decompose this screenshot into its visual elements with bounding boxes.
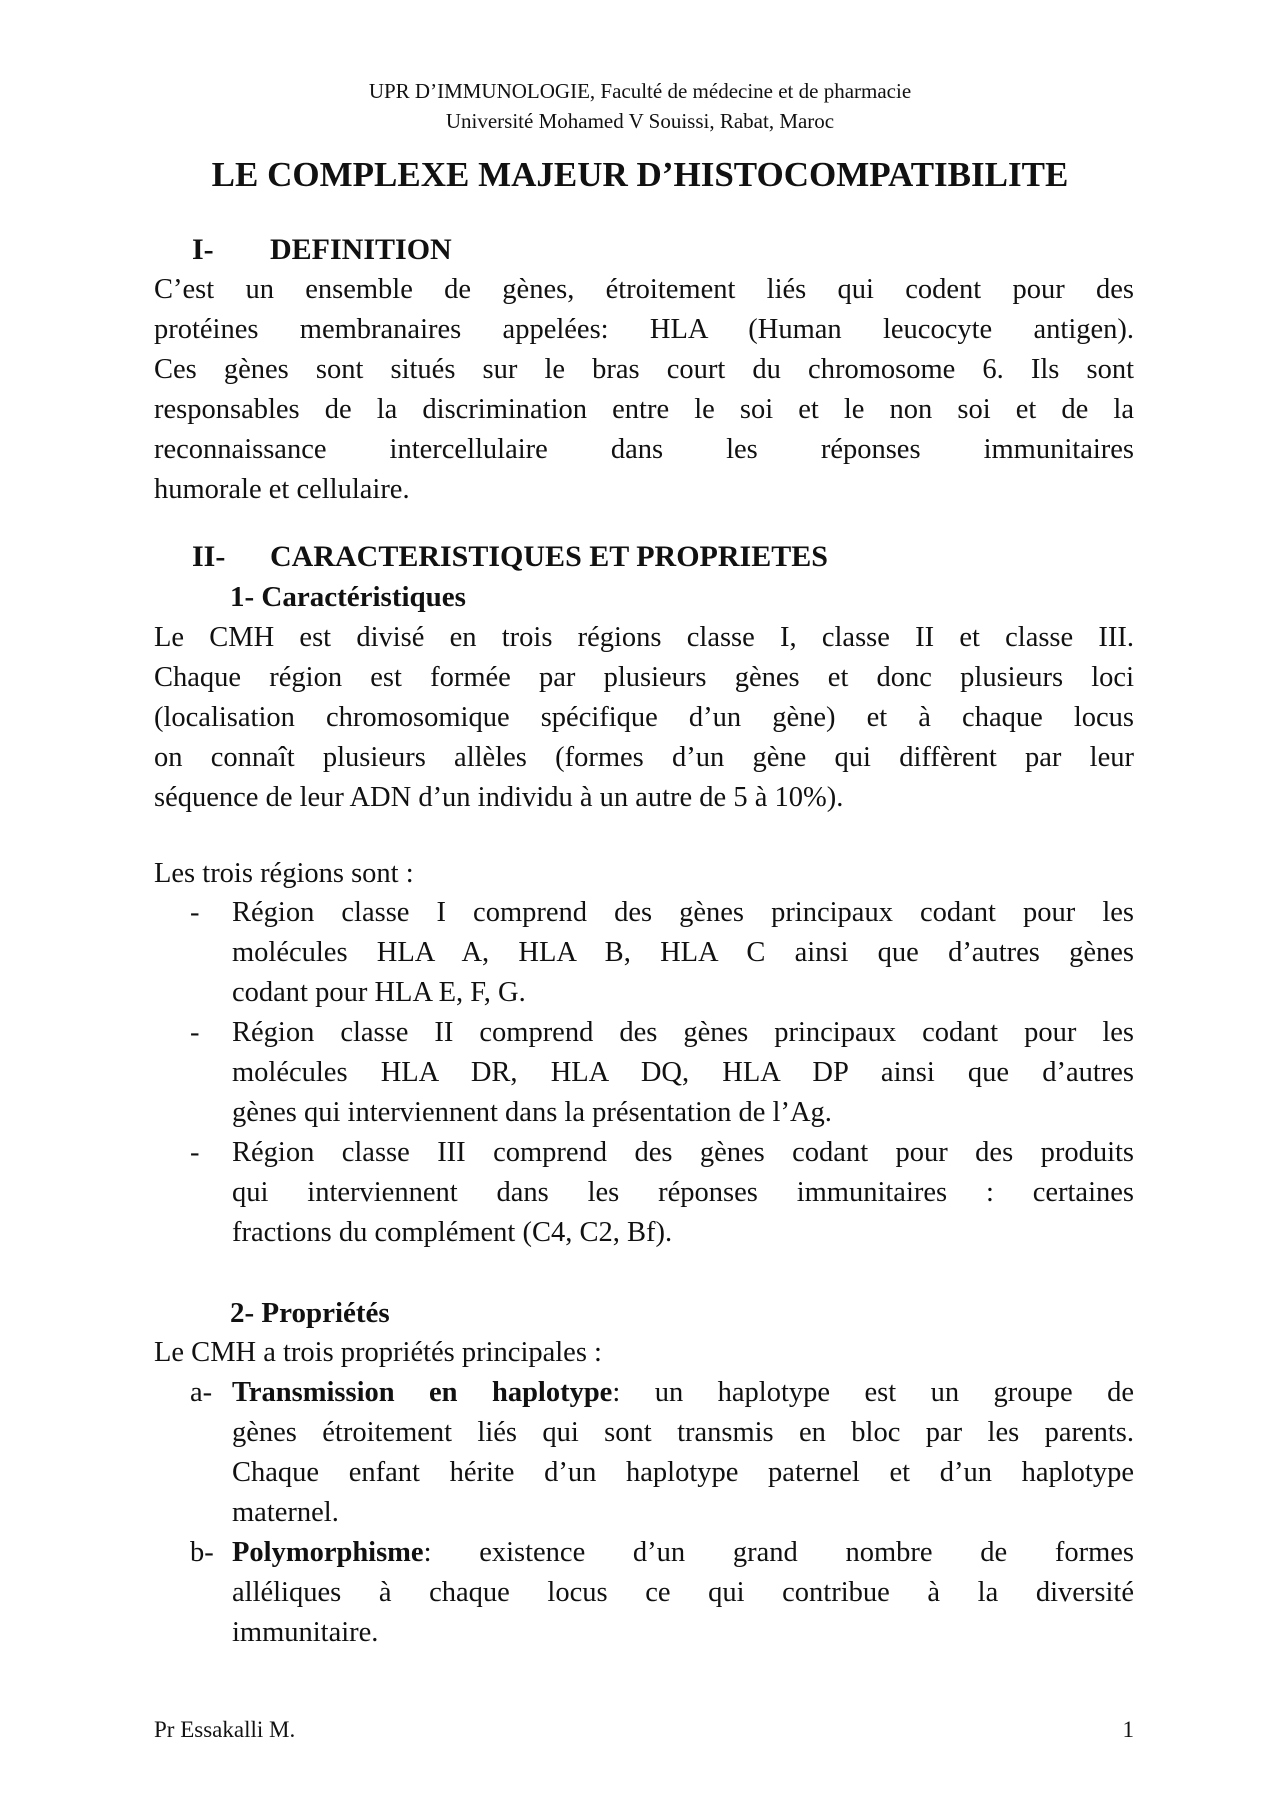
section-number: II-: [192, 540, 226, 573]
subsection-heading-caracteristiques: 1- Caractéristiques: [230, 581, 466, 613]
text-line: gènes étroitement liés qui sont transmis en bloc par les parents.: [232, 1417, 1134, 1448]
list-marker: -: [190, 897, 200, 928]
text-line: codant pour HLA E, F, G.: [232, 977, 526, 1008]
section-heading-caracteristiques: [192, 537, 828, 577]
caracteristiques-paragraph: [154, 618, 1134, 818]
text-line: immunitaire.: [232, 1617, 379, 1648]
footer-page-number: 1: [1122, 1717, 1134, 1742]
section-number: I-: [192, 233, 214, 266]
text-line: Région classe I comprend des gènes principaux codant pour les: [232, 897, 1134, 928]
text-line: protéines membranaires appelées: HLA (Human leucocyte antigen).: [154, 314, 1134, 345]
page-header: [0, 76, 1280, 136]
subsection-heading-proprietes: 2- Propriétés: [230, 1297, 390, 1329]
definition-paragraph: [154, 270, 1134, 510]
text-line: on connaît plusieurs allèles (formes d’un gène qui diffèrent par leur: [154, 742, 1134, 773]
list-marker: b-: [190, 1537, 214, 1568]
list-item: [154, 893, 1134, 1013]
text-line: Le CMH est divisé en trois régions classe I, classe II et classe III.: [154, 622, 1134, 653]
list-item: [154, 1533, 1134, 1653]
text-line: fractions du complément (C4, C2, Bf).: [232, 1217, 673, 1248]
text-line: (localisation chromosomique spécifique d’un gène) et à chaque locus: [154, 702, 1134, 733]
list-item: [154, 1013, 1134, 1133]
text-line: Ces gènes sont situés sur le bras court du chromosome 6. Ils sont: [154, 354, 1134, 385]
header-line-institution: UPR D’IMMUNOLOGIE, Faculté de médecine et de pharmacie: [368, 79, 912, 103]
section-heading-definition: [192, 230, 452, 270]
text-line: reconnaissance intercellulaire dans les réponses immunitaires: [154, 434, 1134, 465]
section-title: CARACTERISTIQUES ET PROPRIETES: [270, 540, 828, 573]
text-line: molécules HLA A, HLA B, HLA C ainsi que d’autres gènes: [232, 937, 1134, 968]
header-line-university: Université Mohamed V Souissi, Rabat, Maroc: [445, 109, 835, 133]
text-line: C’est un ensemble de gènes, étroitement liés qui codent pour des: [154, 274, 1134, 305]
text-line: Région classe II comprend des gènes principaux codant pour les: [232, 1017, 1134, 1048]
section-title: DEFINITION: [270, 233, 452, 266]
text-line: humorale et cellulaire.: [154, 474, 410, 505]
text-line: Chaque enfant hérite d’un haplotype paternel et d’un haplotype: [232, 1457, 1134, 1488]
text-line: séquence de leur ADN d’un individu à un autre de 5 à 10%).: [154, 782, 844, 813]
text-line: maternel.: [232, 1497, 339, 1528]
page-title: LE COMPLEXE MAJEUR D’HISTOCOMPATIBILITE: [211, 155, 1069, 194]
text-line: gènes qui interviennent dans la présentation de l’Ag.: [232, 1097, 832, 1128]
list-marker: -: [190, 1017, 200, 1048]
list-marker: a-: [190, 1377, 213, 1408]
text-line: molécules HLA DR, HLA DQ, HLA DP ainsi que d’autres: [232, 1057, 1134, 1088]
term: Polymorphisme: [232, 1537, 424, 1568]
text-line: Chaque région est formée par plusieurs gènes et donc plusieurs loci: [154, 662, 1134, 693]
text-line: qui interviennent dans les réponses immunitaires : certaines: [232, 1177, 1134, 1208]
list-item: [154, 1373, 1134, 1533]
proprietes-intro: Le CMH a trois propriétés principales :: [154, 1337, 602, 1368]
list-marker: -: [190, 1137, 200, 1168]
regions-intro: Les trois régions sont :: [154, 858, 414, 889]
text-line: alléliques à chaque locus ce qui contribue à la diversité: [232, 1577, 1134, 1608]
list-item: [154, 1133, 1134, 1253]
footer-author: Pr Essakalli M.: [154, 1717, 296, 1742]
term: Transmission en haplotype: [232, 1377, 613, 1408]
text-line: responsables de la discrimination entre le soi et le non soi et de la: [154, 394, 1134, 425]
text-line: Polymorphisme: existence d’un grand nombre de formes: [232, 1537, 1134, 1568]
text-line: Région classe III comprend des gènes codant pour des produits: [232, 1137, 1134, 1168]
text-line: Transmission en haplotype: un haplotype est un groupe de: [232, 1377, 1134, 1408]
